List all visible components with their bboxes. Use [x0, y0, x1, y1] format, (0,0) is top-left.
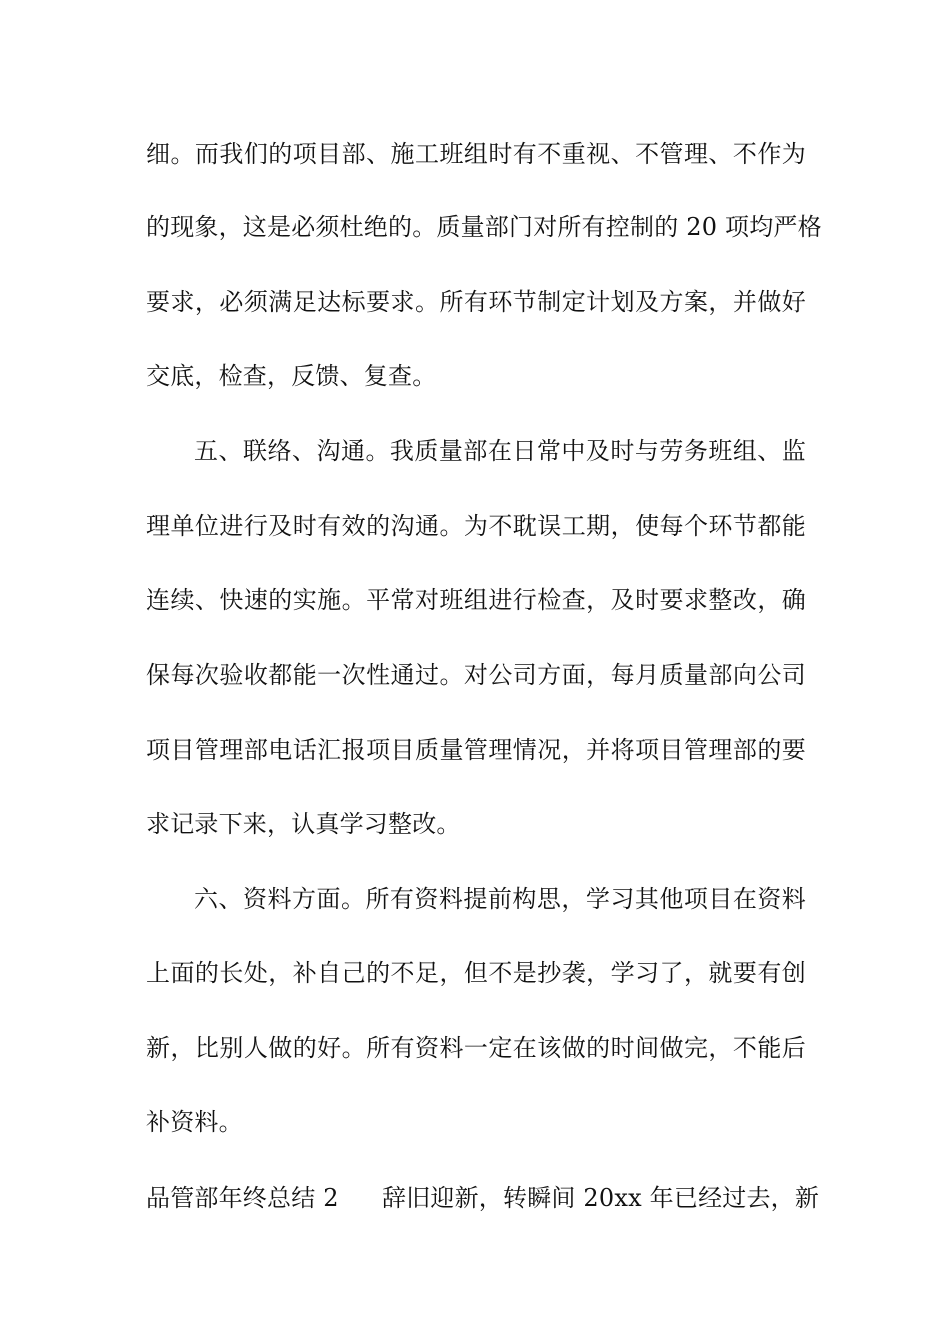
text-line: 细。而我们的项目部、施工班组时有不重视、不管理、不作为 [146, 140, 806, 168]
text-line: 上面的长处，补自己的不足，但不是抄袭，学习了，就要有创 [146, 959, 806, 987]
text-line: 的现象，这是必须杜绝的。质量部门对所有控制的 20 项均严格 [146, 213, 822, 241]
text-line: 新，比别人做的好。所有资料一定在该做的时间做完，不能后 [146, 1034, 806, 1062]
section-heading-text: 辞旧迎新，转瞬间 20xx 年已经过去，新 [382, 1184, 820, 1212]
text-line: 保每次验收都能一次性通过。对公司方面，每月质量部向公司 [146, 661, 806, 689]
text-line: 交底，检查，反馈、复查。 [146, 362, 437, 390]
text-line: 补资料。 [146, 1108, 243, 1136]
section-heading-line [146, 1183, 820, 1213]
text-line: 项目管理部电话汇报项目质量管理情况，并将项目管理部的要 [146, 736, 806, 764]
text-line: 理单位进行及时有效的沟通。为不耽误工期，使每个环节都能 [146, 512, 806, 540]
section-heading-title: 品管部年终总结 2 [146, 1184, 339, 1212]
text-line: 连续、快速的实施。平常对班组进行检查，及时要求整改，确 [146, 586, 806, 614]
paragraph-first-line: 六、资料方面。所有资料提前构思，学习其他项目在资料 [194, 885, 806, 913]
text-line: 要求，必须满足达标要求。所有环节制定计划及方案，并做好 [146, 288, 806, 316]
paragraph-first-line: 五、联络、沟通。我质量部在日常中及时与劳务班组、监 [194, 437, 806, 465]
text-line: 求记录下来，认真学习整改。 [146, 810, 461, 838]
